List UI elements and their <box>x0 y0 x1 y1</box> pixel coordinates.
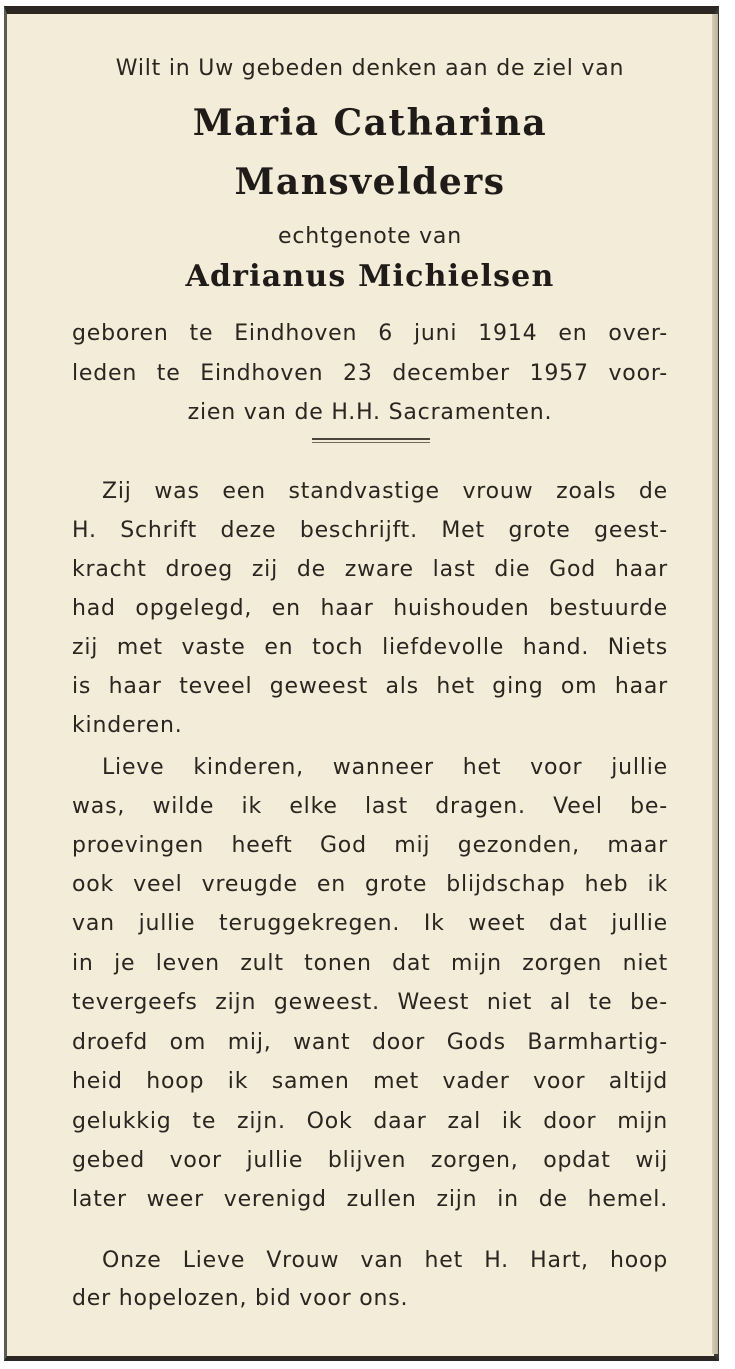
dates-line-1: geboren te Eindhoven 6 juni 1914 en over- <box>72 321 668 346</box>
spouse-name: Adrianus Michielsen <box>185 259 555 294</box>
deceased-name-first: Maria Catharina <box>192 102 548 144</box>
paragraph2-line-9: heid hoop ik samen met vader voor altijd <box>72 1069 668 1094</box>
paragraph2-line-1: Lieve kinderen, wanneer het voor jullie <box>102 755 668 780</box>
paragraph1-line-6: is haar teveel geweest als het ging om haar <box>72 674 668 699</box>
paragraph2-line-7: tevergeefs zijn geweest. Weest niet al te be- <box>72 990 668 1015</box>
paragraph2-line-4: ook veel vreugde en grote blijdschap heb ik <box>72 872 668 897</box>
paragraph2-line-6: in je leven zult tonen dat mijn zorgen niet <box>72 951 668 976</box>
prayer-line-2: der hopelozen, bid voor ons. <box>72 1286 409 1311</box>
card-right-edge-shadow <box>712 14 718 1354</box>
paragraph2-line-5: van jullie teruggekregen. Ik weet dat jullie <box>72 911 668 936</box>
intro-text: Wilt in Uw gebeden denken aan de ziel van <box>115 56 625 81</box>
dates-line-2: leden te Eindhoven 23 december 1957 voor- <box>72 361 668 386</box>
paragraph2-line-2: was, wilde ik elke last dragen. Veel be- <box>72 794 668 819</box>
section-divider <box>312 438 430 440</box>
paragraph1-line-7: kinderen. <box>72 713 183 738</box>
paragraph2-line-10: gelukkig te zijn. Ook daar zal ik door mijn <box>72 1109 668 1134</box>
prayer-line-1: Onze Lieve Vrouw van het H. Hart, hoop <box>102 1248 668 1273</box>
paragraph1-line-4: had opgelegd, en haar huishouden bestuurde <box>72 596 668 621</box>
dates-line-3: zien van de H.H. Sacramenten. <box>187 400 553 425</box>
relation-text: echtgenote van <box>278 224 462 249</box>
card-text <box>72 0 668 1369</box>
paragraph2-line-3: proevingen heeft God mij gezonden, maar <box>72 833 668 858</box>
paragraph2-line-11: gebed voor jullie blijven zorgen, opdat wij <box>72 1148 668 1173</box>
paragraph1-line-1: Zij was een standvastige vrouw zoals de <box>102 479 668 504</box>
deceased-name-last: Mansvelders <box>234 161 506 203</box>
paragraph2-line-12: later weer verenigd zullen zijn in de hemel. <box>72 1187 668 1212</box>
paragraph1-line-2: H. Schrift deze beschrijft. Met grote geest- <box>72 518 668 543</box>
paragraph1-line-3: kracht droeg zij de zware last die God haar <box>72 557 668 582</box>
paragraph2-line-8: droefd om mij, want door Gods Barmhartig- <box>72 1030 668 1055</box>
paragraph1-line-5: zij met vaste en toch liefdevolle hand. Niets <box>72 635 668 660</box>
